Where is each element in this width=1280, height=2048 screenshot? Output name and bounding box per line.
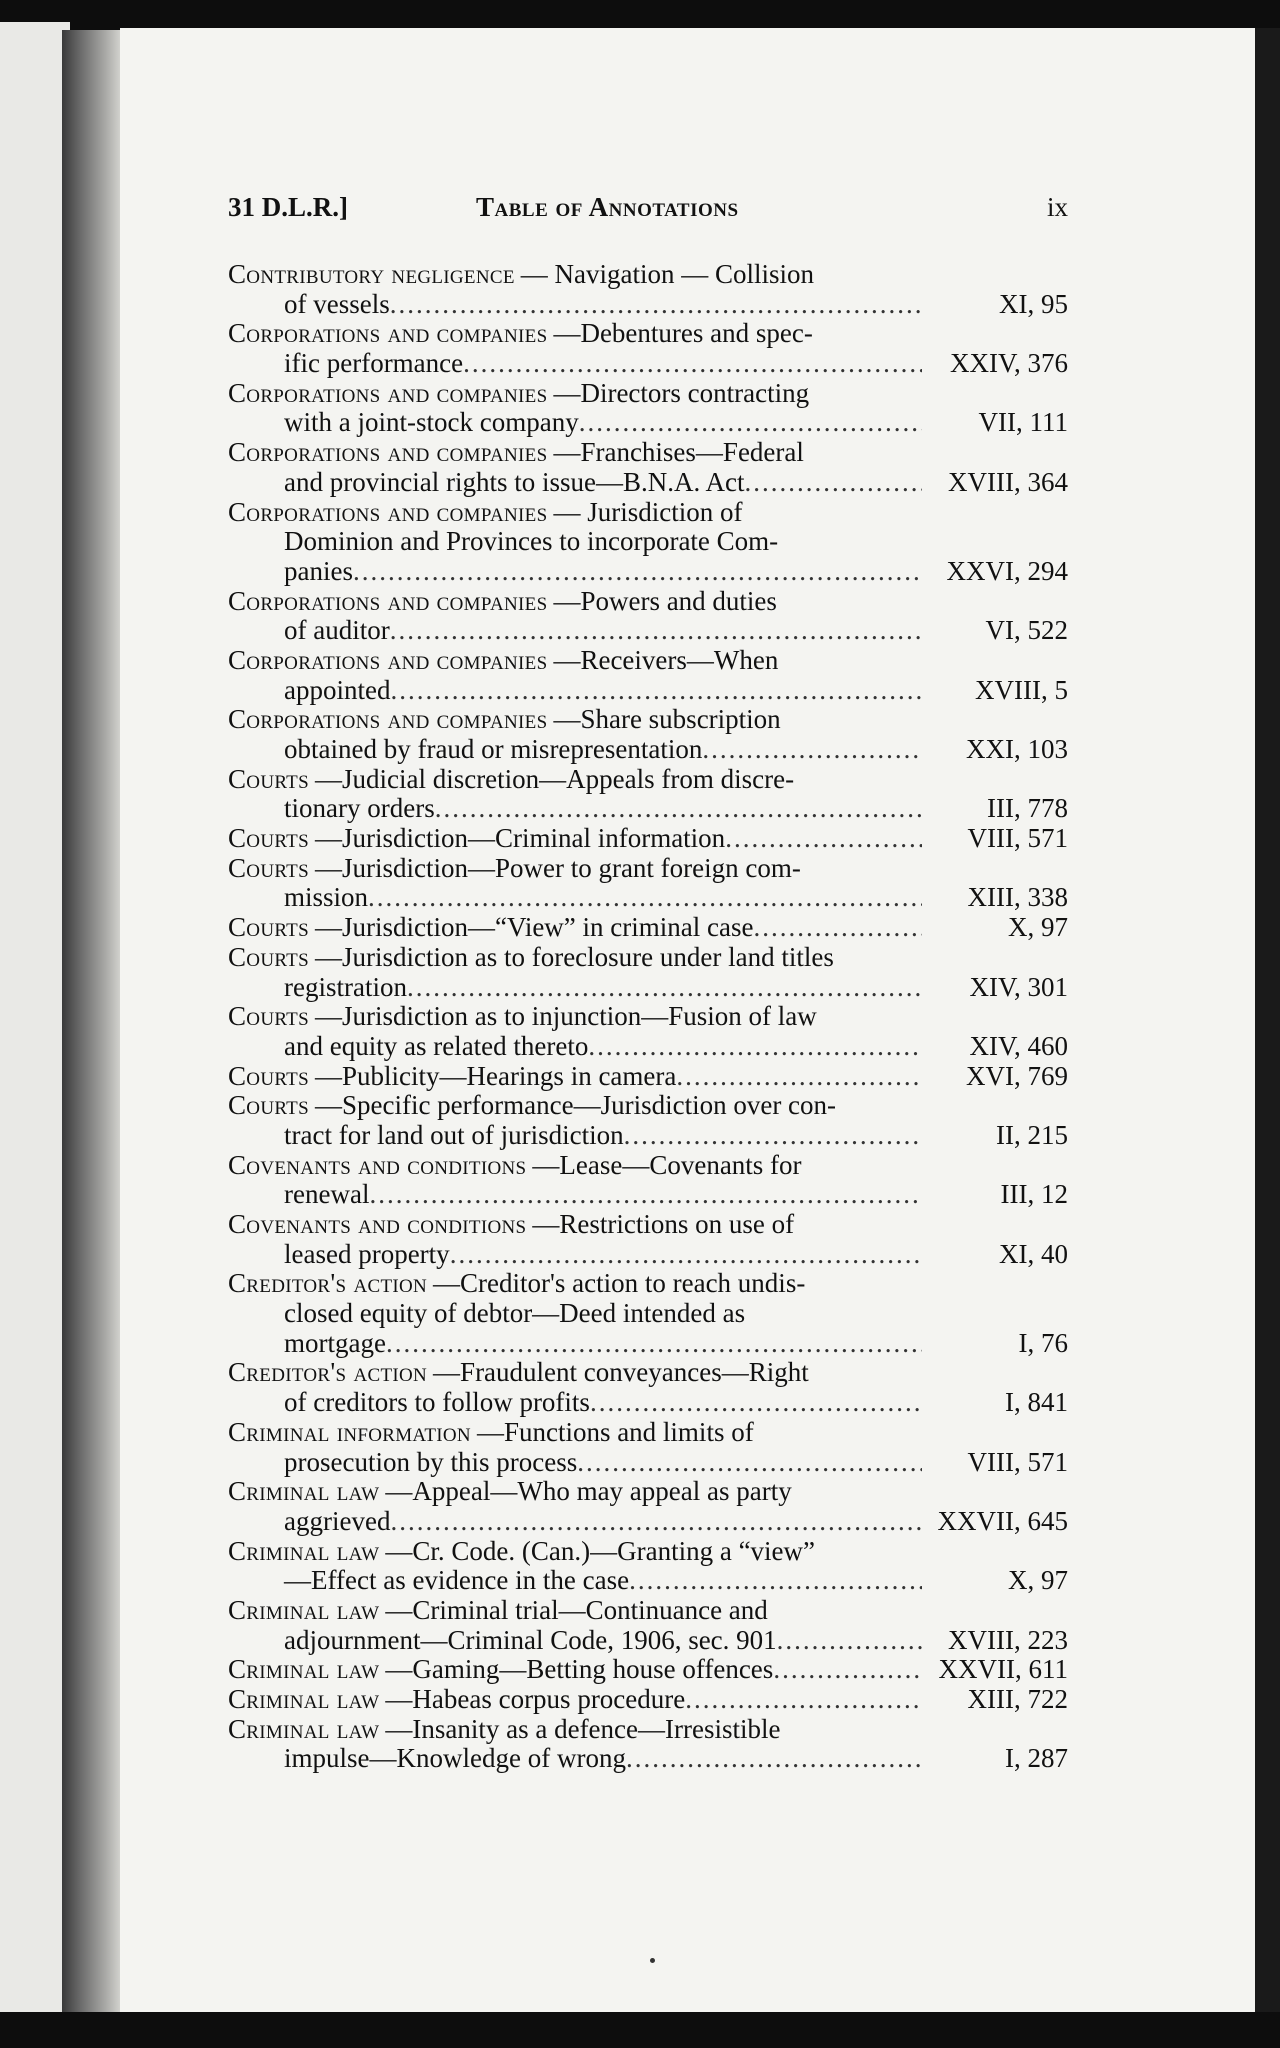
entry-text: —Jurisdiction—“View” in criminal case [314,912,754,943]
entry-text: — Navigation — Collision [520,260,814,289]
annotation-entry [228,765,1068,824]
annotation-entry [228,1151,1068,1210]
entry-text: mortgage [284,1327,386,1358]
dot-leader [626,1744,922,1774]
entry-citation: I, 841 [1005,1387,1068,1418]
dot-leader [463,349,922,379]
entry-subject: Criminal law [228,1714,380,1744]
dot-leader [390,290,922,320]
dot-leader [390,1507,922,1537]
entry-citation: III, 12 [1000,1179,1068,1210]
entry-text: appointed [284,674,391,705]
entry-text: impulse—Knowledge of wrong [284,1743,626,1774]
entry-text: —Habeas corpus procedure [385,1684,686,1714]
dot-leader [773,1655,922,1685]
entry-subject: Corporations and companies [228,586,548,616]
print-speck [650,1958,655,1963]
entry-text: —Jurisdiction—Power to grant foreign com- [314,853,801,883]
entry-text: renewal [284,1179,370,1210]
dot-leader [777,1626,922,1656]
annotation-entry [228,824,1068,854]
entry-subject: Criminal law [228,1654,380,1685]
annotation-entry [228,1210,1068,1269]
entry-text: closed equity of debtor—Deed intended as [284,1299,746,1329]
entry-text: —Lease—Covenants for [532,1150,802,1180]
annotation-entry [228,1685,1068,1715]
dot-leader [369,1180,922,1210]
running-header [228,192,1068,232]
entry-citation: XI, 95 [999,288,1068,319]
book-gutter [62,30,124,2012]
entry-subject: Criminal information [228,1417,471,1447]
entry-text: Dominion and Provinces to incorporate Com- [284,527,779,557]
entry-text: prosecution by this process [284,1446,578,1477]
entry-citation: XIV, 460 [969,1030,1068,1061]
entry-subject: Corporations and companies [228,319,548,349]
annotation-entry [228,498,1068,587]
annotation-entry [228,705,1068,764]
entry-text: of creditors to follow profits [284,1387,590,1418]
entry-citation: I, 76 [1018,1327,1068,1358]
entry-citation: XVI, 769 [966,1060,1068,1091]
annotation-entry [228,319,1068,378]
dot-leader [629,1566,922,1596]
entry-citation: II, 215 [996,1119,1068,1150]
annotation-entry [228,1655,1068,1685]
entry-text: —Jurisdiction as to injunction—Fusion of law [314,1002,817,1032]
annotations-list [228,260,1068,1774]
entry-text: —Gaming—Betting house offences [385,1654,774,1685]
annotation-entry [228,1715,1068,1774]
entry-subject: Courts [228,1002,309,1032]
entry-text: of auditor [284,615,390,646]
dot-leader [725,824,922,854]
volume-reference: 31 D.L.R.] [228,192,348,222]
entry-citation: X, 97 [1008,912,1068,943]
entry-subject: Contributory negligence [228,260,515,289]
entry-subject: Courts [228,823,309,854]
entry-subject: Courts [228,912,309,943]
dot-leader [685,1685,922,1715]
entry-citation: XXVII, 645 [937,1505,1068,1536]
annotation-entry [228,854,1068,913]
entry-subject: Courts [228,1091,309,1121]
left-page-edge [0,22,70,2012]
annotation-entry [228,1418,1068,1477]
dot-leader [368,883,922,913]
entry-text: tract for land out of jurisdiction [284,1119,624,1150]
entry-text: —Restrictions on use of [532,1210,795,1239]
entry-subject: Criminal law [228,1684,380,1714]
entry-subject: Covenants and conditions [228,1210,527,1239]
entry-citation: XVIII, 364 [948,466,1068,497]
entry-citation: XXI, 103 [966,734,1068,764]
entry-text: obtained by fraud or misrepresentation [284,734,703,764]
entry-text: —Jurisdiction—Criminal information [314,823,726,854]
entry-text: with a joint-stock company [284,407,579,438]
entry-subject: Criminal law [228,1595,380,1625]
annotation-entry [228,587,1068,646]
entry-citation: XIII, 338 [967,882,1068,913]
entry-text: —Jurisdiction as to foreclosure under land titles [314,942,834,972]
entry-subject: Courts [228,942,309,972]
entry-text: —Effect as evidence in the case [284,1565,630,1596]
entry-subject: Covenants and conditions [228,1150,527,1180]
entry-text: tionary orders [284,793,435,824]
dot-leader [588,1032,922,1062]
entry-subject: Courts [228,1060,309,1091]
entry-text: —Share subscription [553,705,781,735]
dot-leader [390,676,922,706]
entry-text: leased property [284,1238,450,1269]
entry-text: —Debentures and spec- [553,319,813,349]
entry-text: registration [284,971,407,1002]
dot-leader [676,1062,922,1092]
annotation-entry [228,1002,1068,1061]
annotation-entry [228,943,1068,1002]
annotation-entry [228,438,1068,497]
entry-text: —Receivers—When [553,645,779,675]
dot-leader [753,913,922,943]
entry-citation: I, 287 [1005,1743,1068,1774]
entry-text: —Publicity—Hearings in camera [314,1060,677,1091]
dot-leader [386,1329,922,1359]
entry-citation: VII, 111 [978,407,1068,438]
entry-citation: XVIII, 5 [975,674,1068,705]
dot-leader [579,408,922,438]
entry-subject: Corporations and companies [228,378,548,408]
entry-subject: Corporations and companies [228,705,548,735]
annotation-entry [228,646,1068,705]
entry-subject: Criminal law [228,1477,380,1507]
entry-citation: VI, 522 [985,615,1068,646]
entry-subject: Corporations and companies [228,497,548,527]
annotation-entry [228,1477,1068,1536]
dot-leader [407,973,922,1003]
dot-leader [390,616,922,646]
entry-text: — Jurisdiction of [553,497,743,527]
entry-text: and equity as related thereto [284,1030,589,1061]
entry-citation: VIII, 571 [967,1446,1068,1477]
annotation-entry [228,913,1068,943]
entry-subject: Corporations and companies [228,645,548,675]
dot-leader [590,1388,922,1418]
entry-text: of vessels [284,288,390,319]
dot-leader [353,557,922,587]
entry-citation: XXVI, 294 [946,555,1068,586]
dot-leader [744,468,922,498]
annotation-entry [228,379,1068,438]
entry-subject: Courts [228,764,309,794]
entry-citation: XIII, 722 [967,1684,1068,1714]
annotation-entry [228,260,1068,319]
annotation-entry [228,1062,1068,1092]
annotation-entry [228,1091,1068,1150]
entry-subject: Creditor's action [228,1358,428,1388]
entry-citation: XXIV, 376 [949,348,1068,379]
entry-citation: XXVII, 611 [938,1654,1068,1685]
dot-leader [702,735,922,765]
entry-subject: Creditor's action [228,1269,428,1299]
entry-text: —Creditor's action to reach undis- [433,1269,806,1299]
dot-leader [577,1448,922,1478]
entry-text: —Directors contracting [553,378,810,408]
entry-text: panies [284,555,353,586]
page-number: ix [1046,192,1068,222]
entry-citation: XVIII, 223 [948,1624,1068,1655]
right-page-edge [1255,28,1280,2012]
entry-subject: Courts [228,853,309,883]
annotation-entry [228,1537,1068,1596]
entry-text: —Franchises—Federal [553,438,804,468]
annotation-entry [228,1596,1068,1655]
dot-leader [624,1121,922,1151]
entry-text: —Fraudulent conveyances—Right [433,1358,809,1388]
entry-text: —Appeal—Who may appeal as party [385,1477,792,1507]
entry-citation: VIII, 571 [967,823,1068,854]
entry-citation: XI, 40 [999,1238,1068,1269]
entry-text: —Functions and limits of [476,1417,754,1447]
dot-leader [450,1240,922,1270]
page-title: Table of Annotations [476,192,739,222]
entry-text: —Insanity as a defence—Irresistible [385,1714,781,1744]
entry-citation: XIV, 301 [969,971,1068,1002]
annotation-entry [228,1269,1068,1358]
dot-leader [435,794,922,824]
entry-text: ific performance [284,348,464,379]
entry-text: —Judicial discretion—Appeals from discre- [314,764,795,794]
entry-text: —Cr. Code. (Can.)—Granting a “view” [385,1536,816,1566]
entry-citation: X, 97 [1008,1565,1068,1596]
entry-text: —Powers and duties [553,586,777,616]
entry-subject: Criminal law [228,1536,380,1566]
entry-citation: III, 778 [987,793,1068,824]
entry-text: —Specific performance—Jurisdiction over con- [314,1091,837,1121]
entry-subject: Corporations and companies [228,438,548,468]
entry-text: aggrieved [284,1505,391,1536]
annotation-entry [228,1358,1068,1417]
entry-text: adjournment—Criminal Code, 1906, sec. 901 [284,1624,777,1655]
entry-text: —Criminal trial—Continuance and [385,1595,768,1625]
entry-text: mission [284,882,369,913]
entry-text: and provincial rights to issue—B.N.A. Act [284,466,745,497]
